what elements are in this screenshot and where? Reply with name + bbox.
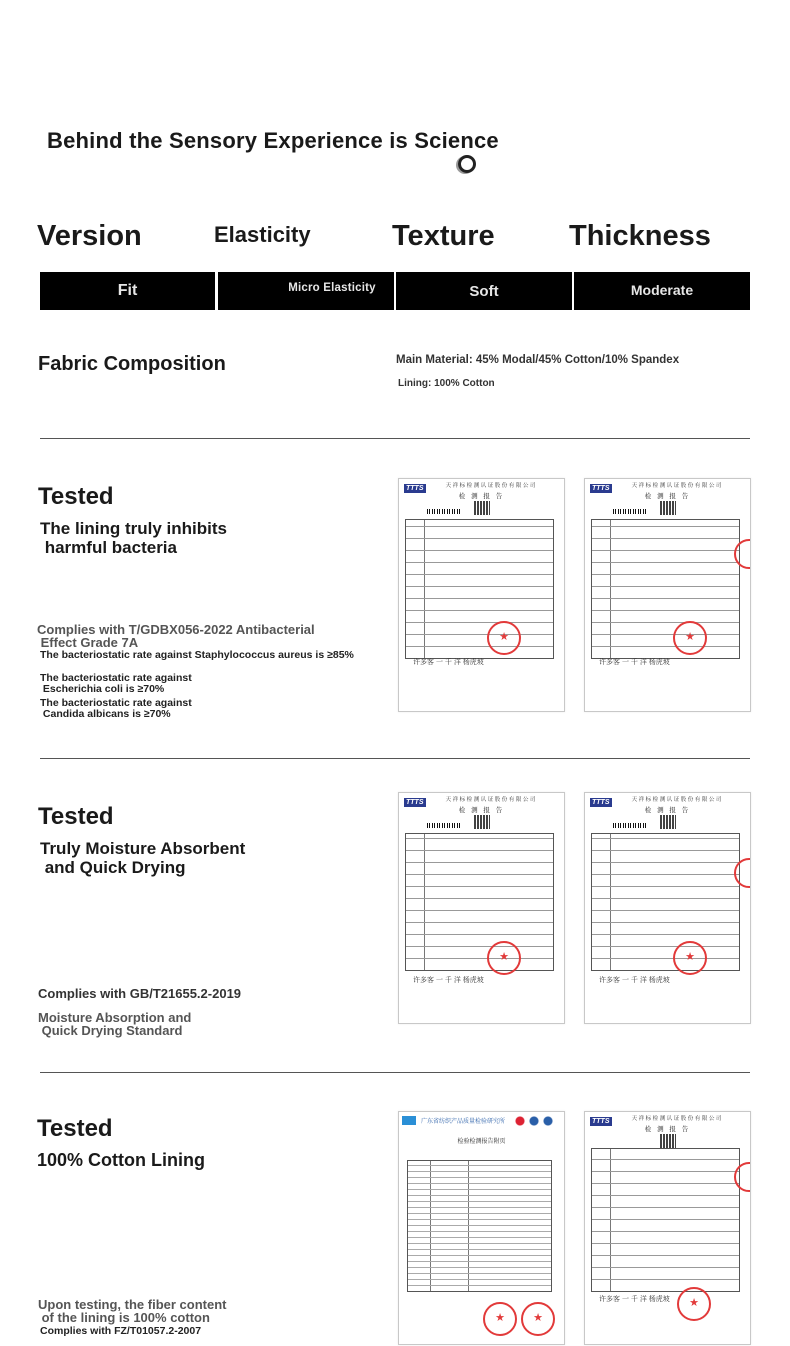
- report-logo: TTTS: [592, 485, 610, 492]
- section-standard: Complies with T/GDBX056-2022 Antibacterial Effect Grade 7A: [37, 622, 315, 650]
- report-title: 检 测 报 告: [644, 1126, 691, 1133]
- red-seal-icon: [673, 941, 707, 975]
- test-report-image: [398, 792, 565, 1024]
- swirl-icon: [458, 155, 476, 173]
- report-title: 检验检测报告附页: [457, 1139, 506, 1145]
- red-seal-icon: [483, 1302, 517, 1336]
- divider: [40, 1072, 750, 1073]
- report-signature: 许多客 一 千 洋 杨虎坡: [599, 977, 670, 984]
- report-title: 检 测 报 告: [644, 807, 691, 814]
- report-signature: 许多客 一 千 洋 杨虎坡: [413, 977, 484, 984]
- attr-value-label: Moderate: [630, 282, 694, 298]
- report-table: [405, 833, 554, 971]
- report-org: 广东省纺织产品质量检验研究所: [421, 1119, 506, 1125]
- gd-logo-icon: [402, 1116, 416, 1125]
- test-report-image: [584, 1111, 751, 1345]
- report-org: 天 祥 标 检 测 认 证 股 份 有 限 公 司: [631, 483, 722, 489]
- red-seal-icon: [673, 621, 707, 655]
- section-note: The bacteriostatic rate against Escherichia coli is ≥70%: [40, 672, 192, 695]
- attr-heading-texture: Texture: [392, 220, 495, 252]
- certification-icons: [512, 1116, 556, 1126]
- fabric-title: Fabric Composition: [38, 353, 226, 375]
- section-subtitle: Truly Moisture Absorbent and Quick Drying: [40, 839, 246, 877]
- qr-code-icon: [660, 501, 676, 515]
- attr-value-label: Soft: [469, 282, 499, 300]
- qr-code-icon: [660, 1134, 676, 1148]
- report-org: 天 祥 标 检 测 认 证 股 份 有 限 公 司: [631, 797, 722, 803]
- section-note: Moisture Absorption and Quick Drying Standard: [38, 1010, 192, 1038]
- report-title: 检 测 报 告: [458, 493, 505, 500]
- test-report-image: [398, 478, 565, 712]
- report-org: 天 祥 标 检 测 认 证 股 份 有 限 公 司: [445, 797, 536, 803]
- section-subtitle: The lining truly inhibits harmful bacteria: [40, 519, 227, 557]
- section-note: Complies with FZ/T01057.2-2007: [40, 1325, 202, 1337]
- attr-value-label: Micro Elasticity: [288, 282, 376, 294]
- section-note: The bacteriostatic rate against Staphylococcus aureus is ≥85%: [40, 649, 354, 661]
- fabric-lining: Lining: 100% Cotton: [398, 378, 495, 389]
- barcode-icon: [427, 509, 461, 514]
- attr-heading-version: Version: [37, 220, 142, 252]
- report-org: 天 祥 标 检 测 认 证 股 份 有 限 公 司: [631, 1116, 722, 1122]
- qr-code-icon: [660, 815, 676, 829]
- barcode-icon: [613, 823, 647, 828]
- report-logo: TTTS: [406, 485, 424, 492]
- section-note: The bacteriostatic rate against Candida albicans is ≥70%: [40, 697, 192, 720]
- red-seal-icon: [487, 941, 521, 975]
- attr-value-version: [40, 272, 215, 310]
- report-table: [591, 833, 740, 971]
- section-tested-label: Tested: [38, 483, 114, 510]
- fabric-main-material: Main Material: 45% Modal/45% Cotton/10% Spandex: [396, 354, 680, 366]
- report-title: 检 测 报 告: [644, 493, 691, 500]
- attr-value-thickness: [574, 272, 750, 310]
- attr-value-elasticity: [218, 272, 394, 310]
- report-table: [407, 1160, 552, 1292]
- report-signature: 许多客 一 千 洋 杨虎坡: [413, 659, 484, 666]
- red-seal-icon: [487, 621, 521, 655]
- barcode-icon: [613, 509, 647, 514]
- attr-value-label: Fit: [117, 282, 138, 299]
- test-report-image: [398, 1111, 565, 1345]
- report-org: 天 祥 标 检 测 认 证 股 份 有 限 公 司: [445, 483, 536, 489]
- report-table: [405, 519, 554, 659]
- section-standard: Upon testing, the fiber content of the lining is 100% cotton: [38, 1297, 227, 1325]
- section-tested-label: Tested: [38, 803, 114, 830]
- red-seal-icon: [677, 1287, 711, 1321]
- barcode-icon: [427, 823, 461, 828]
- report-table: [591, 519, 740, 659]
- attr-heading-thickness: Thickness: [569, 220, 711, 252]
- attr-value-texture: [396, 272, 572, 310]
- section-standard: Complies with GB/T21655.2-2019: [38, 986, 242, 1001]
- report-title: 检 测 报 告: [458, 807, 505, 814]
- report-logo: TTTS: [592, 1118, 610, 1125]
- section-tested-label: Tested: [37, 1115, 113, 1142]
- qr-code-icon: [474, 815, 490, 829]
- report-logo: TTTS: [592, 799, 610, 806]
- test-report-image: [584, 792, 751, 1024]
- report-signature: 许多客 一 千 洋 杨虎坡: [599, 1296, 670, 1303]
- divider: [40, 758, 750, 759]
- red-seal-icon: [521, 1302, 555, 1336]
- test-report-image: [584, 478, 751, 712]
- report-table: [591, 1148, 740, 1292]
- section-subtitle: 100% Cotton Lining: [37, 1150, 205, 1170]
- divider: [40, 438, 750, 439]
- hero-title: Behind the Sensory Experience is Science: [47, 128, 499, 153]
- attr-heading-elasticity: Elasticity: [214, 222, 311, 247]
- report-logo: TTTS: [406, 799, 424, 806]
- report-signature: 许多客 一 千 洋 杨虎坡: [599, 659, 670, 666]
- qr-code-icon: [474, 501, 490, 515]
